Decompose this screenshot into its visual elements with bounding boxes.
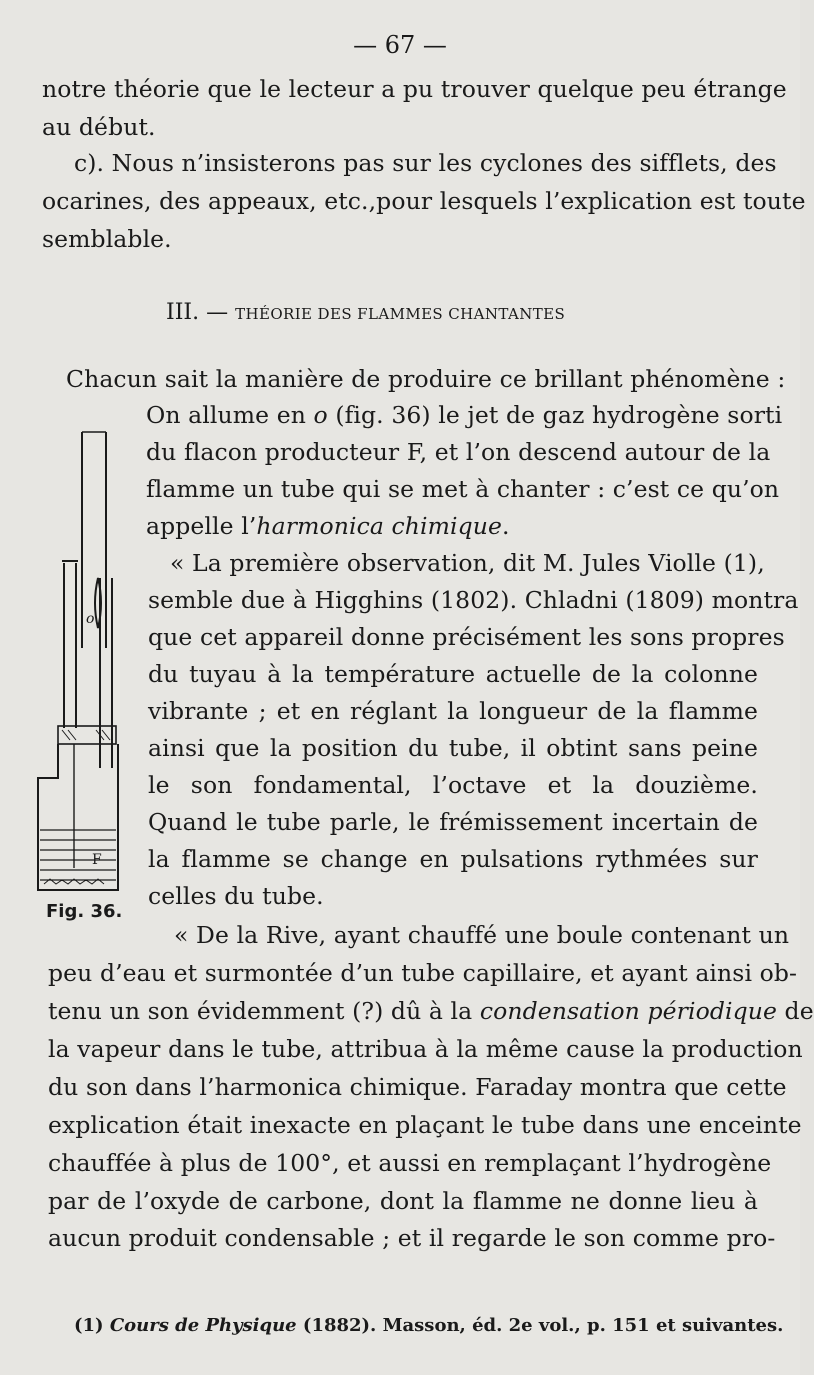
- text-line: semble due à Higghins (1802). Chladni (1809) montra: [148, 586, 799, 614]
- text-line: On allume en o (fig. 36) le jet de gaz hydrogène sorti: [146, 401, 783, 429]
- text-line: peu d’eau et surmontée d’un tube capillaire, et ayant ainsi ob-: [48, 959, 798, 987]
- text-line: au début.: [42, 113, 156, 141]
- text-line: semblable.: [42, 225, 172, 253]
- label-F: F: [92, 852, 102, 868]
- harmonica-chimique-figure: [34, 428, 124, 898]
- text-line: explication était inexacte en plaçant le tube dans une enceinte: [48, 1111, 802, 1139]
- label-o: o: [86, 611, 95, 627]
- text-line: du tuyau à la température actuelle de la colonne: [148, 660, 758, 688]
- figure-caption: Fig. 36.: [46, 901, 123, 922]
- text-line: c). Nous n’insisterons pas sur les cyclones des sifflets, des: [74, 149, 777, 177]
- section-dash: —: [199, 300, 229, 325]
- text-line: flamme un tube qui se met à chanter : c’est ce qu’on: [146, 475, 780, 503]
- footnote: (1) Cours de Physique (1882). Masson, éd. 2e vol., p. 151 et suivantes.: [74, 1315, 784, 1336]
- text-line: notre théorie que le lecteur a pu trouver quelque peu étrange: [42, 75, 787, 103]
- text-line: Quand le tube parle, le frémissement incertain de: [148, 808, 758, 836]
- page-number: — 67 —: [353, 31, 447, 59]
- section-numeral: III.: [166, 300, 200, 325]
- section-title: THÉORIE DES FLAMMES CHANTANTES: [235, 305, 566, 323]
- text-line: vibrante ; et en réglant la longueur de la flamme: [148, 697, 758, 725]
- text-line: du flacon producteur F, et l’on descend autour de la: [146, 438, 771, 466]
- text-line: appelle l’harmonica chimique.: [146, 512, 510, 540]
- text-line: le son fondamental, l’octave et la douzième.: [148, 771, 758, 799]
- section-heading: [166, 298, 640, 329]
- text-line: par de l’oxyde de carbone, dont la flamme ne donne lieu à: [48, 1187, 758, 1215]
- text-line: celles du tube.: [148, 882, 324, 910]
- text-line: aucun produit condensable ; et il regarde le son comme pro-: [48, 1224, 776, 1252]
- text-line: Chacun sait la manière de produire ce brillant phénomène :: [66, 365, 786, 393]
- text-line: chauffée à plus de 100°, et aussi en remplaçant l’hydrogène: [48, 1149, 772, 1177]
- text-line: la vapeur dans le tube, attribua à la même cause la production: [48, 1035, 803, 1063]
- text-line: que cet appareil donne précisément les sons propres: [148, 623, 785, 651]
- text-line: « La première observation, dit M. Jules Violle (1),: [170, 549, 765, 577]
- text-line: du son dans l’harmonica chimique. Faraday montra que cette: [48, 1073, 787, 1101]
- text-line: la flamme se change en pulsations rythmées sur: [148, 845, 758, 873]
- text-line: tenu un son évidemment (?) dû à la condensation périodique de: [48, 997, 814, 1025]
- text-line: ocarines, des appeaux, etc.,pour lesquels l’explication est toute: [42, 187, 806, 215]
- text-line: « De la Rive, ayant chauffé une boule contenant un: [174, 921, 790, 949]
- text-line: ainsi que la position du tube, il obtint sans peine: [148, 734, 758, 762]
